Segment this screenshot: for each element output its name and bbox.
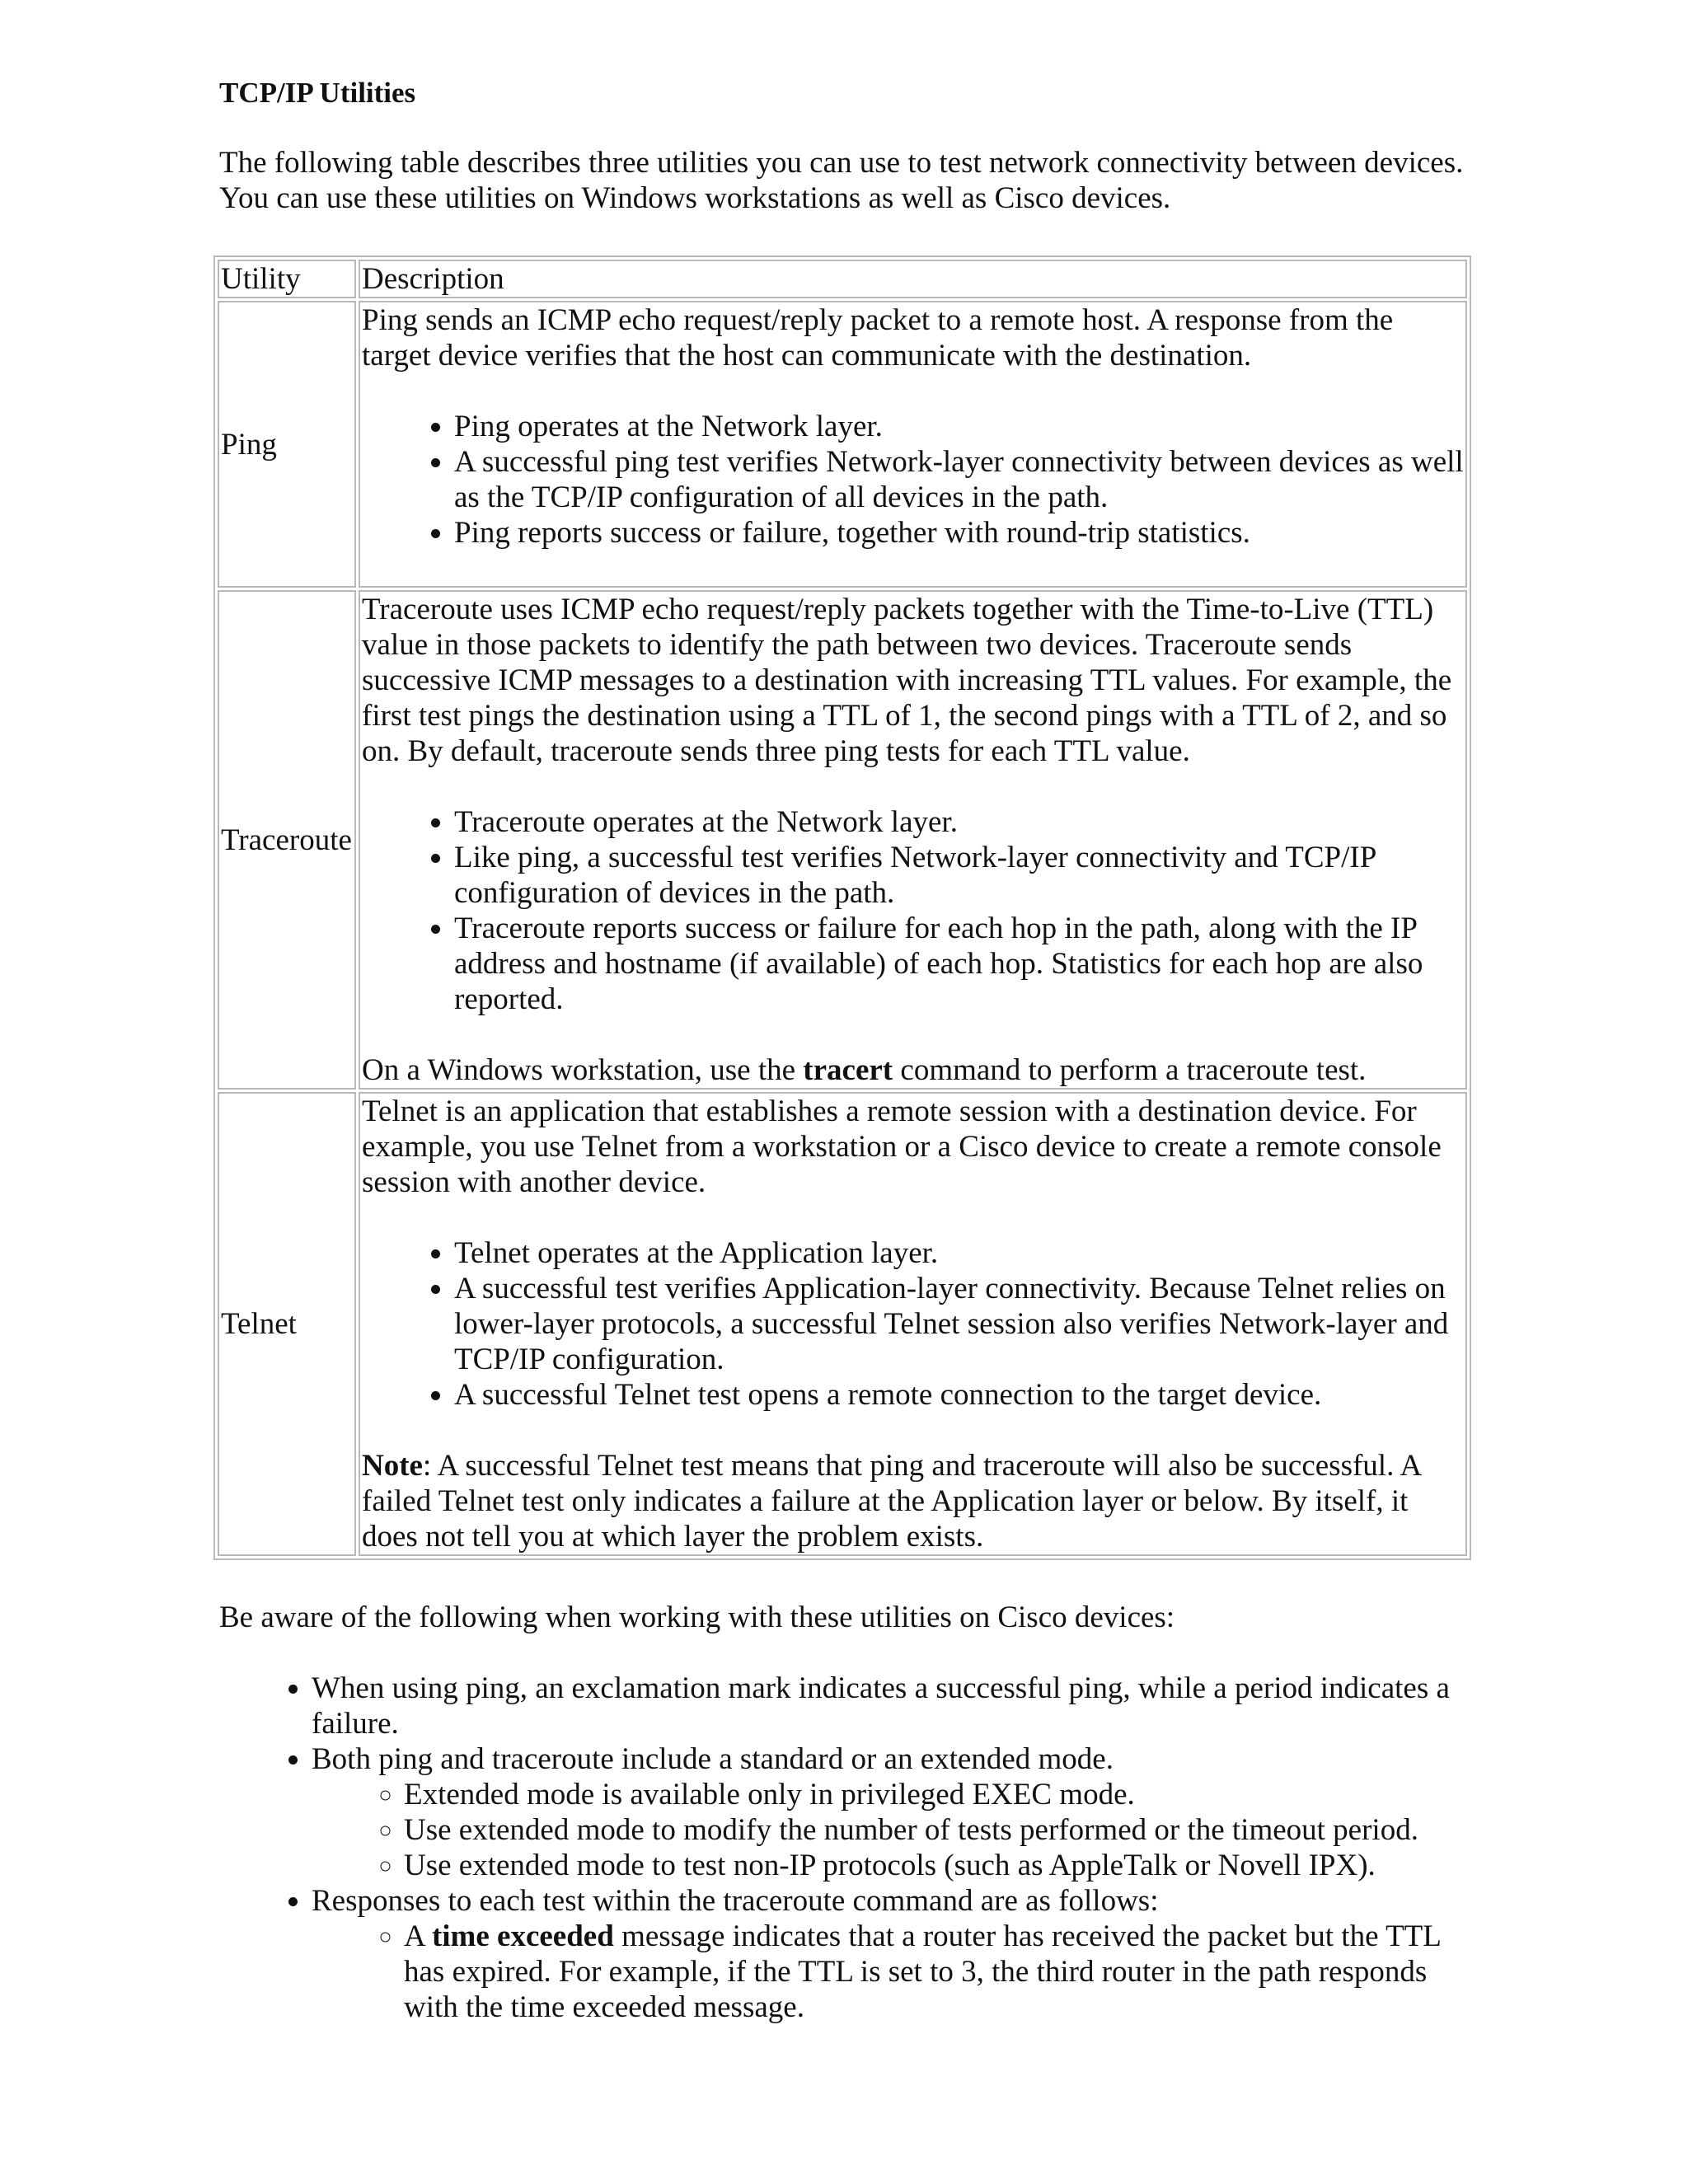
list-item: • A successful Telnet test opens a remote connection to the target device. (454, 1377, 1464, 1413)
ping-bullet-list (362, 409, 1464, 551)
note-label: Note (362, 1449, 423, 1483)
traceroute-bullet-list (362, 804, 1464, 1017)
intro-paragraph: The following table describes three utilities you can use to test network connectivity between devices. You can use these utilities on Windows workstations as well as Cisco devices. (219, 146, 1464, 215)
list-item: • Traceroute reports success or failure for each hop in the path, along with the IP address and hostname (if available) of each hop. Statistics for each hop are also reported. (454, 911, 1464, 1017)
list-item: • When using ping, an exclamation mark indicates a successful ping, while a period indicates a failure. (312, 1671, 1472, 1741)
description-traceroute (359, 590, 1467, 1090)
sublist-item (404, 1919, 1472, 2025)
telnet-bullet-list (362, 1235, 1464, 1413)
traceroute-intro: Traceroute uses ICMP echo request/reply packets together with the Time-to-Live (TTL) value in those packets to identify the path between two devices. Traceroute sends successive ICMP messages to a destination with increasing TTL values. For example, the first test pings the destination using a TTL of 1, the second pings with a TTL of 2, and so on. By default, traceroute sends three ping tests for each TTL value. (362, 593, 1452, 768)
after-table-lead: Be aware of the following when working with these utilities on Cisco devices: (219, 1601, 1175, 1634)
list-item: • Traceroute operates at the Network layer. (454, 804, 1464, 840)
telnet-note (362, 1448, 1464, 1554)
note-text: : A successful Telnet test means that ping and traceroute will also be successful. A failed Telnet test only indicates a failure at the Application layer or below. By itself, it does not tell you at which layer the problem exists. (362, 1449, 1421, 1554)
list-item: • Ping reports success or failure, together with round-trip statistics. (454, 515, 1464, 551)
list-item: • Telnet operates at the Application layer. (454, 1235, 1464, 1271)
traceroute-footer (362, 1052, 1464, 1088)
utility-name-ping: Ping (218, 301, 356, 588)
description-ping (359, 301, 1467, 588)
response-pre: A (404, 1919, 432, 1953)
ping-intro: Ping sends an ICMP echo request/reply packet to a remote host. A response from the target device verifies that the host can communicate with the destination. (362, 303, 1394, 373)
sublist-item: ◦ Extended mode is available only in privileged EXEC mode. (404, 1777, 1472, 1812)
table-header-row (218, 260, 1467, 298)
response-post: message indicates that a router has received the packet but the TTL has expired. For example, if the TTL is set to 3, the third router in the path responds with the time exceeded message. (404, 1919, 1441, 2024)
traceroute-footer-post: command to perform a traceroute test. (893, 1053, 1367, 1087)
page-title: TCP/IP Utilities (219, 77, 416, 109)
traceroute-footer-pre: On a Windows workstation, use the (362, 1053, 804, 1087)
traceroute-responses-sublist (312, 1919, 1472, 2025)
cisco-notes-list (219, 1671, 1472, 2025)
extended-mode-sublist (312, 1777, 1472, 1883)
utilities-table (213, 255, 1471, 1560)
table-row-traceroute (218, 590, 1467, 1090)
table-row-telnet (218, 1092, 1467, 1556)
sublist-item: ◦ Use extended mode to modify the number of tests performed or the timeout period. (404, 1812, 1472, 1848)
header-description: Description (359, 260, 1467, 298)
header-utility: Utility (218, 260, 356, 298)
list-item-text: Both ping and traceroute include a standard or an extended mode. (312, 1742, 1114, 1776)
description-telnet (359, 1092, 1467, 1556)
list-item-text: Responses to each test within the traceroute command are as follows: (312, 1884, 1159, 1918)
table-row-ping (218, 301, 1467, 588)
list-item: • Ping operates at the Network layer. (454, 409, 1464, 444)
time-exceeded-term: time exceeded (431, 1919, 614, 1953)
list-item (312, 1883, 1472, 2025)
sublist-item: ◦ Use extended mode to test non-IP protocols (such as AppleTalk or Novell IPX). (404, 1848, 1472, 1883)
list-item: • Like ping, a successful test verifies Network-layer connectivity and TCP/IP configuration of devices in the path. (454, 840, 1464, 911)
list-item: • A successful test verifies Application-layer connectivity. Because Telnet relies on lower-layer protocols, a successful Telnet session also verifies Network-layer and TCP/IP configuration. (454, 1271, 1464, 1377)
utility-name-telnet: Telnet (218, 1092, 356, 1556)
utility-name-traceroute: Traceroute (218, 590, 356, 1090)
telnet-intro: Telnet is an application that establishes a remote session with a destination device. For example, you use Telnet from a workstation or a Cisco device to create a remote console session with another device. (362, 1094, 1442, 1199)
document-page (219, 76, 1472, 2025)
tracert-command: tracert (803, 1053, 893, 1087)
list-item: • A successful ping test verifies Network-layer connectivity between devices as well as the TCP/IP configuration of all devices in the path. (454, 444, 1464, 515)
list-item (312, 1741, 1472, 1883)
